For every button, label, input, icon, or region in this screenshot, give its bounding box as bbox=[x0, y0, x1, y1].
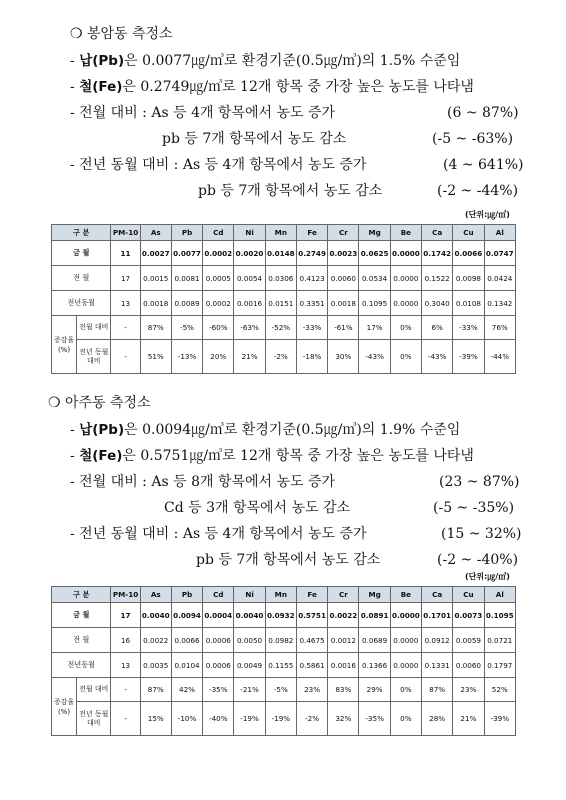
table-cell: 0.1701 bbox=[422, 603, 453, 628]
header-cell: Cr bbox=[328, 587, 359, 603]
rate-cell: 0% bbox=[390, 316, 421, 340]
table-cell: 0.0000 bbox=[390, 628, 421, 653]
rate-cell: -61% bbox=[328, 316, 359, 340]
table-cell: 0.0534 bbox=[359, 266, 390, 291]
table-cell: 0.0073 bbox=[453, 603, 484, 628]
table-cell: 0.0060 bbox=[453, 653, 484, 678]
rate-cell: - bbox=[111, 702, 140, 736]
table-row bbox=[52, 241, 516, 266]
table-cell: 0.1331 bbox=[422, 653, 453, 678]
rate-cell: -35% bbox=[203, 678, 234, 702]
table-cell: 0.1797 bbox=[484, 653, 515, 678]
table-cell: 0.0081 bbox=[171, 266, 202, 291]
table-cell: 0.0027 bbox=[140, 241, 171, 266]
table-cell: 0.0148 bbox=[265, 241, 296, 266]
table-cell: 16 bbox=[111, 628, 140, 653]
header-cell: As bbox=[140, 587, 171, 603]
rate-cell: 76% bbox=[484, 316, 515, 340]
table-cell: 0.0066 bbox=[171, 628, 202, 653]
rate-cell: 17% bbox=[359, 316, 390, 340]
rate-cell: -2% bbox=[296, 702, 327, 736]
rate-cell: 23% bbox=[453, 678, 484, 702]
table-cell: 0.0060 bbox=[328, 266, 359, 291]
month-decrease-range: (-5 ~ -35%) bbox=[433, 500, 515, 516]
section-heading-bongam: ❍ 봉암동 측정소 bbox=[70, 26, 173, 42]
table-cell: 0.0004 bbox=[203, 603, 234, 628]
lead-text: 은 0.0077㎍/㎥로 환경기준(0.5㎍/㎥)의 1.5% 수준임 bbox=[124, 53, 461, 69]
table-cell: 0.1366 bbox=[359, 653, 390, 678]
table-cell: 0.1095 bbox=[484, 603, 515, 628]
table-cell: 0.0000 bbox=[390, 603, 421, 628]
table-cell: 0.0000 bbox=[390, 266, 421, 291]
rate-label: 전년 동월 대비 bbox=[77, 340, 111, 374]
rate-cell: -19% bbox=[265, 702, 296, 736]
header-cell: Mg bbox=[359, 587, 390, 603]
table-cell: 0.0424 bbox=[484, 266, 515, 291]
header-cell: Fe bbox=[296, 225, 327, 241]
table-cell: 0.0023 bbox=[328, 241, 359, 266]
table-row bbox=[52, 266, 516, 291]
rate-row bbox=[52, 316, 516, 340]
table-cell: 0.0040 bbox=[234, 603, 265, 628]
header-cell: Be bbox=[390, 225, 421, 241]
table-cell: 0.3351 bbox=[296, 291, 327, 316]
table-cell: 13 bbox=[111, 653, 140, 678]
row-label: 전년동월 bbox=[52, 291, 111, 316]
rate-cell: 0% bbox=[390, 340, 421, 374]
month-increase-line: - 전월 대비 : As 등 8개 항목에서 농도 증가 bbox=[70, 474, 336, 490]
rate-cell: -18% bbox=[296, 340, 327, 374]
rate-cell: -40% bbox=[203, 702, 234, 736]
row-label: 전년동월 bbox=[52, 653, 111, 678]
table-cell: 0.0002 bbox=[203, 291, 234, 316]
header-cell: Cd bbox=[203, 225, 234, 241]
lead-bold: 철(Fe) bbox=[79, 448, 123, 464]
table-cell: 0.1522 bbox=[422, 266, 453, 291]
rate-cell: 6% bbox=[422, 316, 453, 340]
month-decrease-line: Cd 등 3개 항목에서 농도 감소 bbox=[164, 500, 351, 516]
rate-cell: -43% bbox=[422, 340, 453, 374]
table-cell: 0.0089 bbox=[171, 291, 202, 316]
table-cell: 0.0689 bbox=[359, 628, 390, 653]
rate-cell: -13% bbox=[171, 340, 202, 374]
lead-bold: 납(Pb) bbox=[79, 422, 125, 438]
header-cell: Be bbox=[390, 587, 421, 603]
table-cell: 0.5861 bbox=[296, 653, 327, 678]
header-cell: Pb bbox=[171, 225, 202, 241]
table-cell: 0.0006 bbox=[203, 628, 234, 653]
table-cell: 0.0002 bbox=[203, 241, 234, 266]
table-cell: 0.0625 bbox=[359, 241, 390, 266]
header-cell: PM-10 bbox=[111, 587, 140, 603]
table-cell: 0.0094 bbox=[171, 603, 202, 628]
table-cell: 0.0049 bbox=[234, 653, 265, 678]
year-increase-range: (4 ~ 641%) bbox=[443, 157, 524, 173]
rate-cell: -5% bbox=[265, 678, 296, 702]
table-cell: 0.0891 bbox=[359, 603, 390, 628]
table-cell: 0.0059 bbox=[453, 628, 484, 653]
header-cell: Cr bbox=[328, 225, 359, 241]
year-decrease-range: (-2 ~ -44%) bbox=[437, 183, 519, 199]
table-cell: 0.3040 bbox=[422, 291, 453, 316]
lead-line-fe: - 철(Fe)은 0.5751㎍/㎥로 12개 항목 중 가장 높은 농도를 나타냄 bbox=[70, 448, 474, 464]
lead-line-pb: - 납(Pb)은 0.0077㎍/㎥로 환경기준(0.5㎍/㎥)의 1.5% 수준임 bbox=[70, 53, 461, 69]
rate-cell: 21% bbox=[234, 340, 265, 374]
year-increase-line: - 전년 동월 대비 : As 등 4개 항목에서 농도 증가 bbox=[70, 157, 367, 173]
month-decrease-line: pb 등 7개 항목에서 농도 감소 bbox=[162, 131, 347, 147]
rate-cell: 87% bbox=[140, 316, 171, 340]
rate-cell: -33% bbox=[296, 316, 327, 340]
month-decrease-range: (-5 ~ -63%) bbox=[432, 131, 514, 147]
rate-cell: 21% bbox=[453, 702, 484, 736]
table-cell: 0.0006 bbox=[203, 653, 234, 678]
rate-cell: -33% bbox=[453, 316, 484, 340]
header-cell: Ni bbox=[234, 587, 265, 603]
table-cell: 0.0054 bbox=[234, 266, 265, 291]
month-increase-line: - 전월 대비 : As 등 4개 항목에서 농도 증가 bbox=[70, 105, 336, 121]
rate-label: 전년 동월 대비 bbox=[77, 702, 111, 736]
table-cell: 0.0015 bbox=[140, 266, 171, 291]
rate-label: 전월 대비 bbox=[77, 678, 111, 702]
rate-row bbox=[52, 678, 516, 702]
header-cell: Mg bbox=[359, 225, 390, 241]
year-decrease-line: pb 등 7개 항목에서 농도 감소 bbox=[198, 183, 383, 199]
table-cell: 0.1342 bbox=[484, 291, 515, 316]
rate-cell: 51% bbox=[140, 340, 171, 374]
table-row bbox=[52, 291, 516, 316]
table-cell: 0.0040 bbox=[140, 603, 171, 628]
table-cell: 0.0020 bbox=[234, 241, 265, 266]
rate-cell: 0% bbox=[390, 678, 421, 702]
rate-cell: 29% bbox=[359, 678, 390, 702]
table-cell: 0.1095 bbox=[359, 291, 390, 316]
header-cell: Cu bbox=[453, 225, 484, 241]
lead-bold: 철(Fe) bbox=[79, 79, 123, 95]
rate-cell: -60% bbox=[203, 316, 234, 340]
table-cell: 0.2749 bbox=[296, 241, 327, 266]
header-cell: Ca bbox=[422, 225, 453, 241]
rate-label: 전월 대비 bbox=[77, 316, 111, 340]
year-decrease-line: pb 등 7개 항목에서 농도 감소 bbox=[196, 552, 381, 568]
table-cell: 0.0912 bbox=[422, 628, 453, 653]
rate-cell: -43% bbox=[359, 340, 390, 374]
table-cell: 0.0000 bbox=[390, 291, 421, 316]
rate-row bbox=[52, 702, 516, 736]
table-cell: 0.4123 bbox=[296, 266, 327, 291]
table-cell: 0.0000 bbox=[390, 241, 421, 266]
lead-text: 은 0.5751㎍/㎥로 12개 항목 중 가장 높은 농도를 나타냄 bbox=[122, 448, 474, 464]
table-cell: 0.0151 bbox=[265, 291, 296, 316]
table-cell: 0.0098 bbox=[453, 266, 484, 291]
table-cell: 0.0016 bbox=[328, 653, 359, 678]
table-row bbox=[52, 628, 516, 653]
header-cell: PM-10 bbox=[111, 225, 140, 241]
row-label: 전 월 bbox=[52, 628, 111, 653]
rate-cell: 52% bbox=[484, 678, 515, 702]
lead-line-fe: - 철(Fe)은 0.2749㎍/㎥로 12개 항목 중 가장 높은 농도를 나타냄 bbox=[70, 79, 474, 95]
header-cell: Cd bbox=[203, 587, 234, 603]
lead-bold: 납(Pb) bbox=[79, 53, 125, 69]
month-increase-range: (23 ~ 87%) bbox=[439, 474, 520, 490]
year-increase-line: - 전년 동월 대비 : As 등 4개 항목에서 농도 증가 bbox=[70, 526, 367, 542]
table-cell: 0.5751 bbox=[296, 603, 327, 628]
table-cell: 17 bbox=[111, 266, 140, 291]
rate-cell: 42% bbox=[171, 678, 202, 702]
rate-cell: - bbox=[111, 340, 140, 374]
rate-cell: 87% bbox=[140, 678, 171, 702]
table-cell: 0.0012 bbox=[328, 628, 359, 653]
table-cell: 0.0108 bbox=[453, 291, 484, 316]
header-cell: Ni bbox=[234, 225, 265, 241]
table-cell: 0.0721 bbox=[484, 628, 515, 653]
unit-label: (단위:㎍/㎥) bbox=[465, 210, 510, 219]
table-cell: 0.0306 bbox=[265, 266, 296, 291]
lead-line-pb: - 납(Pb)은 0.0094㎍/㎥로 환경기준(0.5㎍/㎥)의 1.9% 수준임 bbox=[70, 422, 461, 438]
unit-label: (단위:㎍/㎥) bbox=[465, 572, 510, 581]
table-cell: 0.1742 bbox=[422, 241, 453, 266]
rate-cell: -19% bbox=[234, 702, 265, 736]
rate-group-label: 증감율 (%) bbox=[52, 678, 77, 736]
year-decrease-range: (-2 ~ -40%) bbox=[437, 552, 519, 568]
rate-cell: - bbox=[111, 316, 140, 340]
header-cell: Pb bbox=[171, 587, 202, 603]
table-cell: 0.0005 bbox=[203, 266, 234, 291]
table-cell: 0.0022 bbox=[328, 603, 359, 628]
table-cell: 0.0022 bbox=[140, 628, 171, 653]
table-cell: 11 bbox=[111, 241, 140, 266]
table-cell: 0.0982 bbox=[265, 628, 296, 653]
table-cell: 0.0000 bbox=[390, 653, 421, 678]
table-cell: 0.0077 bbox=[171, 241, 202, 266]
lead-text: 은 0.2749㎍/㎥로 12개 항목 중 가장 높은 농도를 나타냄 bbox=[122, 79, 474, 95]
rate-cell: -10% bbox=[171, 702, 202, 736]
table-cell: 0.0932 bbox=[265, 603, 296, 628]
header-cell: Al bbox=[484, 587, 515, 603]
rate-cell: 32% bbox=[328, 702, 359, 736]
lead-text: 은 0.0094㎍/㎥로 환경기준(0.5㎍/㎥)의 1.9% 수준임 bbox=[124, 422, 461, 438]
table-cell: 0.0104 bbox=[171, 653, 202, 678]
header-cell: Mn bbox=[265, 587, 296, 603]
row-label: 전 월 bbox=[52, 266, 111, 291]
rate-cell: 20% bbox=[203, 340, 234, 374]
table-cell: 0.0050 bbox=[234, 628, 265, 653]
rate-group-label: 증감율 (%) bbox=[52, 316, 77, 374]
rate-cell: - bbox=[111, 678, 140, 702]
table-cell: 0.4675 bbox=[296, 628, 327, 653]
header-cell: 구 분 bbox=[52, 587, 111, 603]
rate-cell: -52% bbox=[265, 316, 296, 340]
rate-cell: 87% bbox=[422, 678, 453, 702]
table-cell: 0.0747 bbox=[484, 241, 515, 266]
table-cell: 13 bbox=[111, 291, 140, 316]
rate-cell: 30% bbox=[328, 340, 359, 374]
rate-cell: 83% bbox=[328, 678, 359, 702]
rate-cell: -35% bbox=[359, 702, 390, 736]
header-cell: 구 분 bbox=[52, 225, 111, 241]
table-header-row bbox=[52, 587, 516, 603]
row-label: 금 월 bbox=[52, 241, 111, 266]
row-label: 금 월 bbox=[52, 603, 111, 628]
rate-cell: -39% bbox=[484, 702, 515, 736]
header-cell: Mn bbox=[265, 225, 296, 241]
table-cell: 17 bbox=[111, 603, 140, 628]
year-increase-range: (15 ~ 32%) bbox=[441, 526, 522, 542]
table-header-row bbox=[52, 225, 516, 241]
month-increase-range: (6 ~ 87%) bbox=[447, 105, 519, 121]
table-cell: 0.0066 bbox=[453, 241, 484, 266]
table-cell: 0.1155 bbox=[265, 653, 296, 678]
rate-cell: 0% bbox=[390, 702, 421, 736]
header-cell: Al bbox=[484, 225, 515, 241]
rate-cell: 15% bbox=[140, 702, 171, 736]
header-cell: Ca bbox=[422, 587, 453, 603]
rate-cell: -63% bbox=[234, 316, 265, 340]
header-cell: Fe bbox=[296, 587, 327, 603]
rate-cell: -39% bbox=[453, 340, 484, 374]
table-row bbox=[52, 653, 516, 678]
rate-cell: -2% bbox=[265, 340, 296, 374]
rate-row bbox=[52, 340, 516, 374]
section-heading-aju: ❍ 아주동 측정소 bbox=[48, 395, 151, 411]
aju-table bbox=[51, 586, 516, 736]
rate-cell: -21% bbox=[234, 678, 265, 702]
table-cell: 0.0035 bbox=[140, 653, 171, 678]
rate-cell: 23% bbox=[296, 678, 327, 702]
header-cell: Cu bbox=[453, 587, 484, 603]
header-cell: As bbox=[140, 225, 171, 241]
rate-cell: -5% bbox=[171, 316, 202, 340]
bongam-table bbox=[51, 224, 516, 374]
table-cell: 0.0018 bbox=[328, 291, 359, 316]
table-cell: 0.0018 bbox=[140, 291, 171, 316]
rate-cell: 28% bbox=[422, 702, 453, 736]
table-row bbox=[52, 603, 516, 628]
rate-cell: -44% bbox=[484, 340, 515, 374]
table-cell: 0.0016 bbox=[234, 291, 265, 316]
